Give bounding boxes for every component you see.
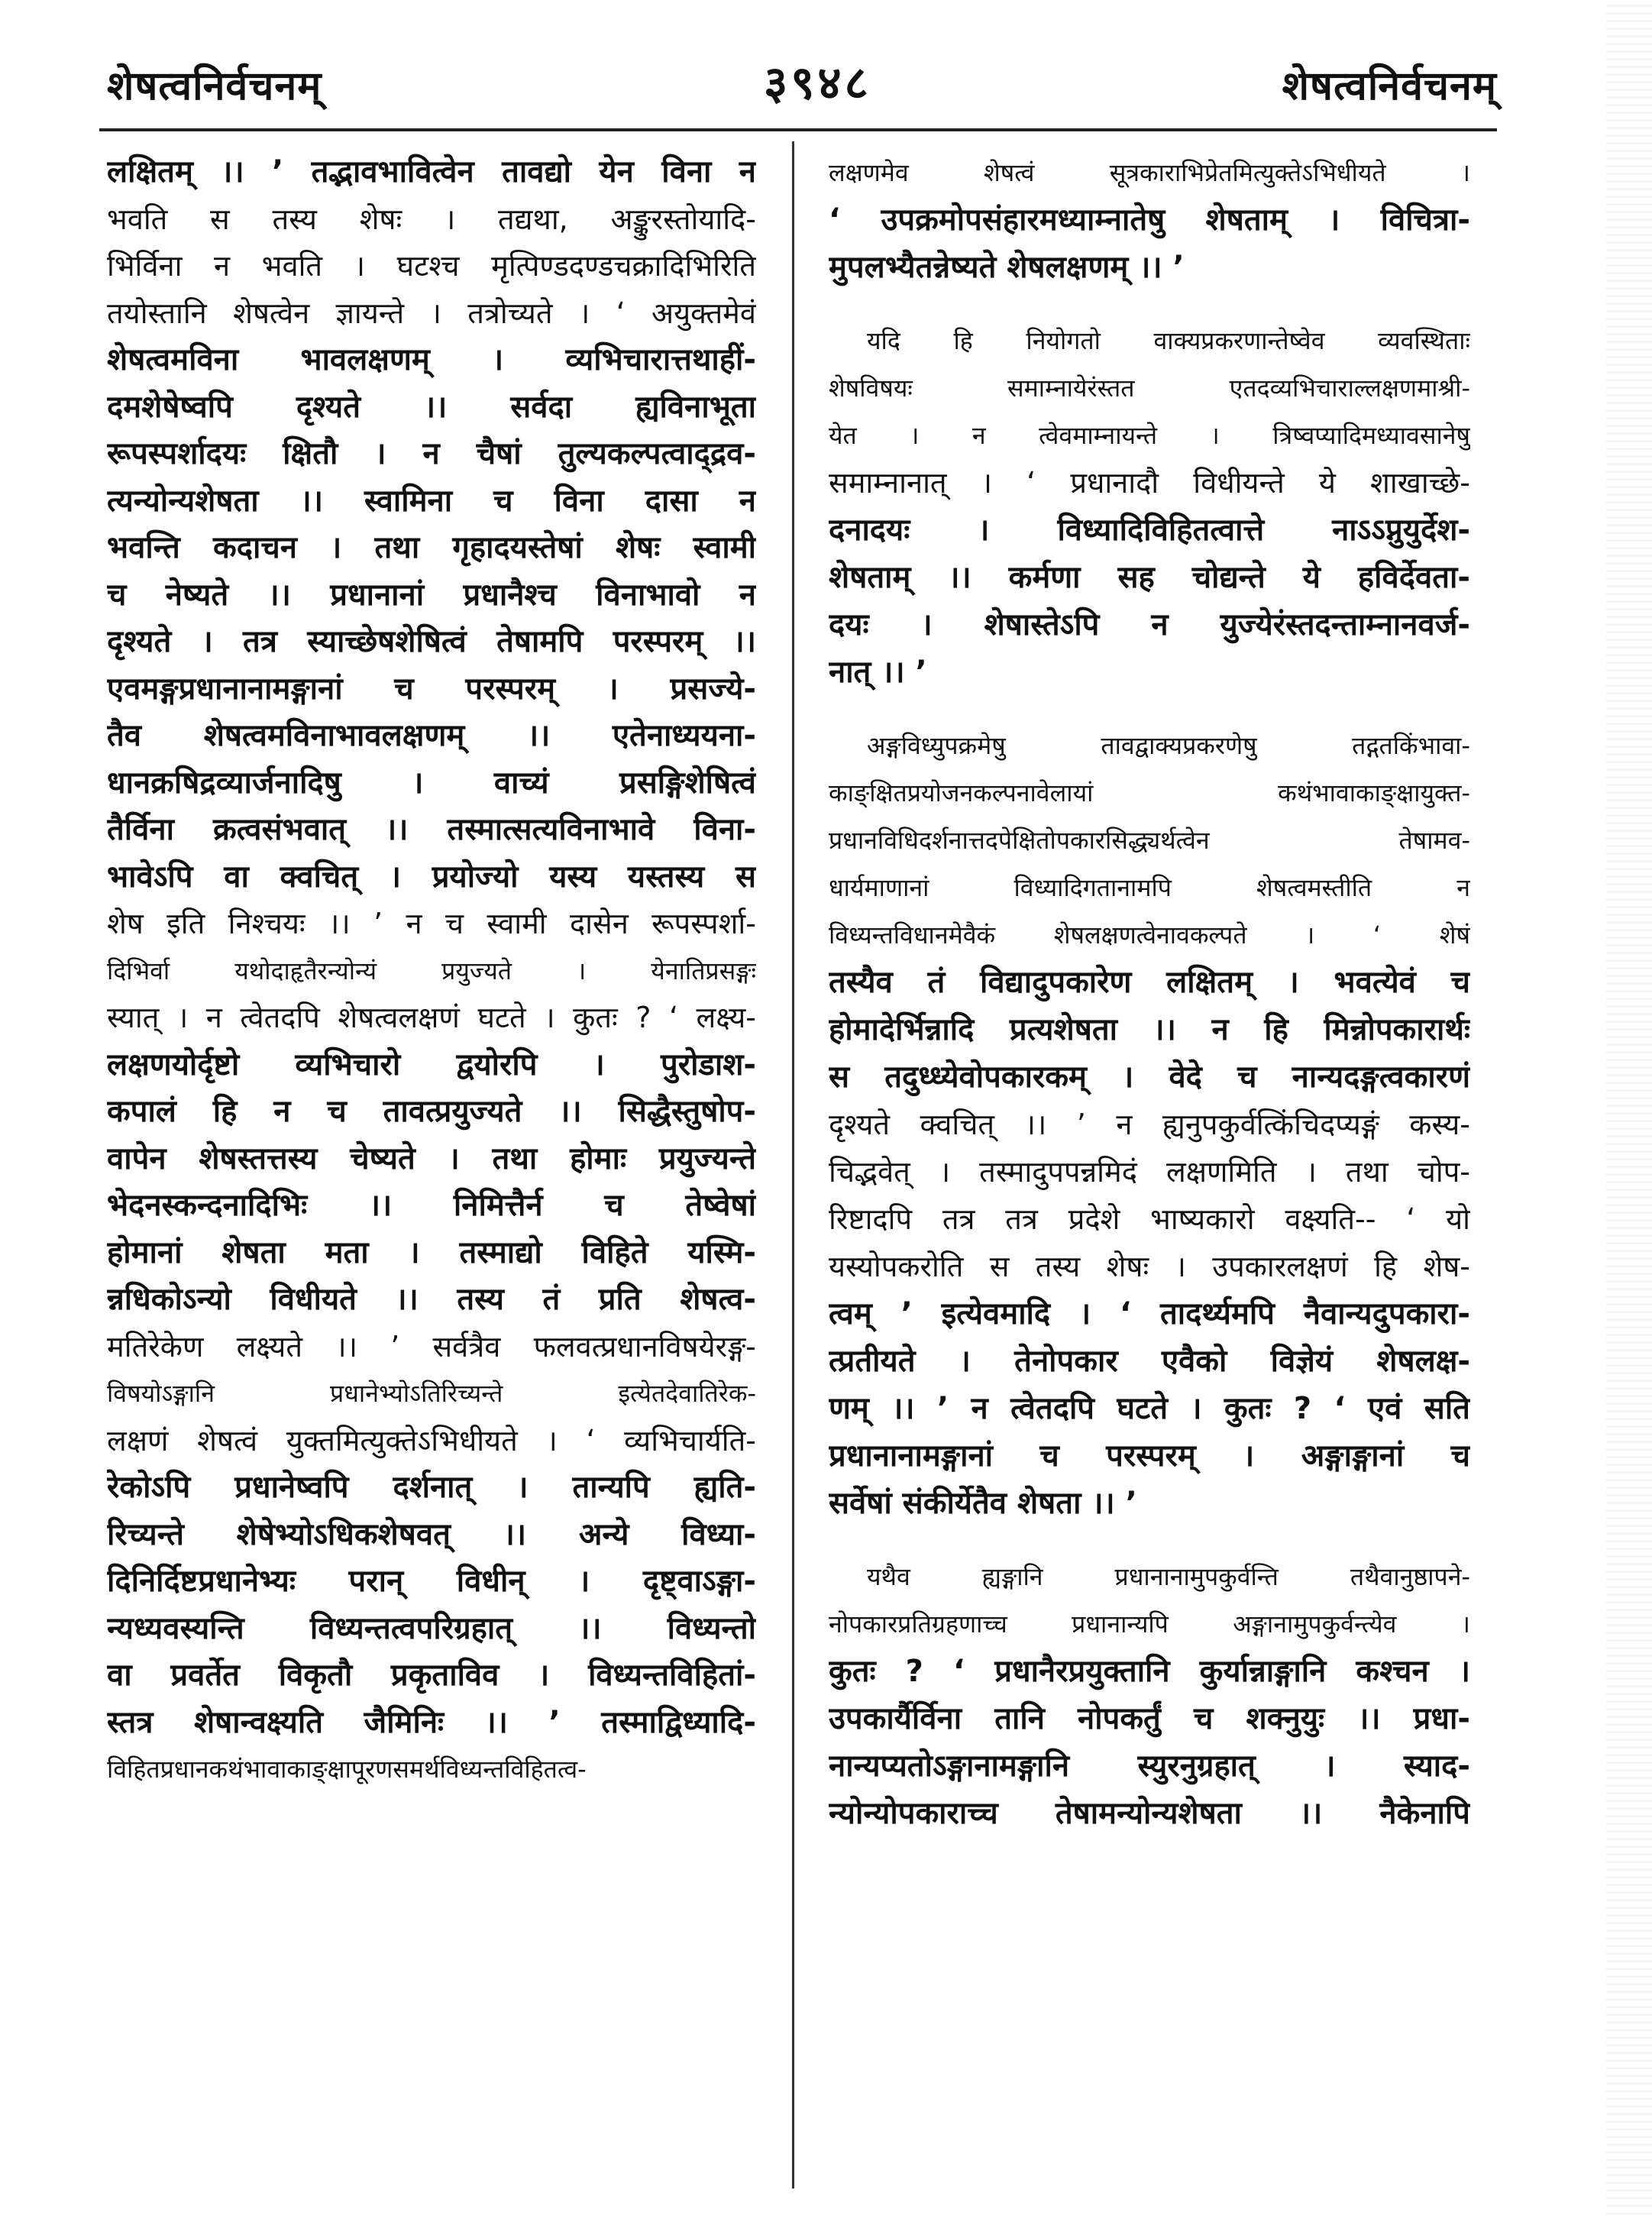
text-line: नात् ।। ’ [829,655,927,690]
text-line: यदि हि नियोगतो वाक्यप्रकरणान्तेष्वेव व्यवस्थिताः [867,326,1470,355]
text-line: न्योन्योपकाराच्च तेषामन्योन्यशेषता ।। नैकेनापि [829,1796,1470,1831]
text-line: वापेन शेषस्तत्तस्य चेष्यते । तथा होमाः प्रयुज्यन्ते [107,1140,756,1176]
text-line: रेकोऽपि प्रधानेष्वपि दर्शनात् । तान्यपि ह्यति- [107,1470,756,1505]
text-line: कपालं हि न च तावत्प्रयुज्यते ।। सिद्धैस्तुषोप- [107,1094,756,1129]
page-number: ३९४८ [764,57,871,110]
right-column [829,149,1470,2181]
column-divider [792,141,794,2189]
text-line: दनादयः । विध्यादिविहितत्वात्ते नाऽऽप्नुयुर्देश- [829,513,1470,548]
text-line: रिच्यन्ते शेषेभ्योऽधिकशेषवत् ।। अन्ये विध्या- [107,1516,756,1552]
header-rule [99,128,1497,131]
text-line: लक्षणयोर्दृष्टो व्यभिचारो द्वयोरपि । पुरोडाश- [107,1047,756,1082]
text-line: लक्षितम् ।। ’ तद्भावभावित्वेन तावद्यो येन विना न [107,154,756,189]
text-line: विध्यन्तविधानमेवैकं शेषलक्षणत्वेनावकल्पते । ‘ शेषं [829,920,1470,949]
text-line: प्रधानविधिदर्शनात्तदपेक्षितोपकारसिद्ध्यर्थत्वेन तेषामव- [829,826,1470,855]
text-line: त्यन्योन्यशेषता ।। स्वामिना च विना दासा न [107,483,756,519]
text-line: वा प्रवर्तेत विकृतौ प्रकृताविव । विध्यन्तविहितां- [107,1658,756,1693]
text-line: न्यध्यवस्यन्ति विध्यन्तत्वपरिग्रहात् ।। विध्यन्तो [107,1610,756,1646]
text-line: नान्यप्यतोऽङ्गानामङ्गानि स्युरनुग्रहात् । स्याद- [829,1749,1470,1784]
text-line: भवति स तस्य शेषः । तद्यथा, अङ्कुरस्तोयादि- [107,202,756,236]
text-line: शेष इति निश्चयः ।। ’ न च स्वामी दासेन रूपस्पर्शा- [107,907,756,940]
text-line: धानक्रषिद्रव्यार्जनादिषु । वाच्यं प्रसङ्गिशेषित्वं [107,765,756,801]
text-line: न्नधिकोऽन्यो विधीयते ।। तस्य तं प्रति शेषत्व- [107,1282,756,1317]
text-line: दृश्यते क्वचित् ।। ’ न ह्यनुपकुर्वत्किंचिदप्यङ्गं कस्य- [829,1108,1470,1141]
text-line: यथैव ह्यङ्गानि प्रधानानामुपकुर्वन्ति तथैवानुष्ठापने- [867,1562,1470,1591]
text-line: अङ्गविध्युपक्रमेषु तावद्वाक्यप्रकरणेषु तद्गतकिंभावा- [867,731,1470,760]
left-column [107,149,756,2181]
page-header [107,42,1497,126]
text-line: तैव शेषत्वमविनाभावलक्षणम् ।। एतेनाध्ययना- [107,718,756,753]
text-line: होमादेर्भिन्नादि प्रत्यशेषता ।। न हि मिन्नोपकारार्थः [829,1012,1470,1047]
text-line: दिभिर्वा यथोदाहृतैरन्योन्यं प्रयुज्यते । येनातिप्रसङ्गः [107,956,756,985]
text-line: दिनिर्दिष्टप्रधानेभ्यः परान् विधीन् । दृष्ट्वाऽङ्गा- [107,1564,756,1599]
text-line: स्तत्र शेषान्वक्ष्यति जैमिनिः ।। ’ तस्माद्विध्यादि- [107,1704,756,1740]
text-line: काङ्क्षितप्रयोजनकल्पनावेलायां कथंभावाकाङ्क्षायुक्त- [829,778,1470,807]
text-line: होमानां शेषता मता । तस्माद्यो विहिते यस्मि- [107,1234,756,1270]
text-line: एवमङ्गप्रधानानामङ्गानां च परस्परम् । प्रसज्ये- [107,671,756,707]
text-line: धार्यमाणानां विध्यादिगतानामपि शेषत्वमस्तीति न [829,873,1470,902]
text-line: विहितप्रधानकथंभावाकाङ्क्षापूरणसमर्थविध्यन्तविहितत्व- [107,1755,587,1784]
text-line: स तदुध्ध्येवोपकारकम् । वेदे च नान्यदङ्गत्वकारणं [829,1059,1470,1095]
text-line: येत । न त्वेवमाम्नायन्ते । त्रिष्वप्यादिमध्यावसानेषु [829,421,1470,450]
text-line: विषयोऽङ्गानि प्रधानेभ्योऽतिरिच्यन्ते इत्येतदेवातिरेक- [107,1379,756,1408]
text-line: तैर्विना क्रत्वसंभवात् ।। तस्मात्सत्यविनाभावे विना- [107,812,756,847]
text-line: लक्षणमेव शेषत्वं सूत्रकाराभिप्रेतमित्युक्तेऽभिधीयते । [829,158,1470,187]
text-line: समाम्नानात् । ‘ प्रधानादौ विधीयन्ते ये शाखाच्छे- [829,466,1470,500]
text-line: त्वम् ’ इत्येवमादि । ‘ तादर्थ्यमपि नैवान्यदुपकारा- [829,1296,1470,1331]
text-line: रिष्टादपि तत्र तत्र प्रदेशे भाष्यकारो वक्ष्यति-- ‘ यो [829,1202,1470,1236]
text-line: भेदनस्कन्दनादिभिः ।। निमित्तैर्न च तेष्वेषां [107,1188,756,1223]
text-line: दयः । शेषास्तेऽपि न युज्येरंस्तदन्ताम्नानवर्ज- [829,607,1470,642]
text-line: चिद्भवेत् । तस्मादुपपन्नमिदं लक्षणमिति । तथा चोप- [829,1155,1470,1189]
text-line: च नेष्यते ।। प्रधानानां प्रधानैश्च विनाभावो न [107,577,756,613]
text-line: शेषत्वमविना भावलक्षणम् । व्यभिचारात्तथाहीं- [107,342,756,377]
text-line: शेषताम् ।। कर्मणा सह चोद्यन्ते ये हविर्देवता- [829,560,1470,595]
text-line: नोपकारप्रतिग्रहणाच्च प्रधानान्यपि अङ्गानामुपकुर्वन्त्येव । [829,1609,1470,1639]
text-line: स्यात् । न त्वेतदपि शेषत्वलक्षणं घटते । कुतः ? ‘ लक्ष्य- [107,1001,756,1034]
text-line: उपकार्यैर्विना तानि नोपकर्तुं च शक्नुयुः ।। प्रधा- [829,1701,1470,1736]
text-line: प्रधानानामङ्गानां च परस्परम् । अङ्गाङ्गानां च [829,1438,1470,1474]
paragraph-gap [829,291,1470,317]
text-line: शेषविषयः समाम्नायेरंस्तत एतदव्यभिचाराल्लक्षणमाश्री- [829,374,1470,403]
text-line: त्प्रतीयते । तेनोपकार एवैको विज्ञेयं शेषलक्ष- [829,1344,1470,1379]
paragraph-gap [829,1527,1470,1553]
text-line: रूपस्पर्शादयः क्षितौ । न चैषां तुल्यकल्पत्वाद्द्रव- [107,436,756,471]
text-line: भावेऽपि वा क्वचित् । प्रयोज्यो यस्य यस्तस्य स [107,859,756,894]
scan-edge-noise [1606,0,1652,2216]
text-line: भिर्विना न भवति । घटश्च मृत्पिण्डदण्डचक्रादिभिरिति [107,249,756,283]
text-line: मुपलभ्यैतन्नेष्यते शेषलक्षणम् ।। ’ [829,250,1185,285]
text-line: भवन्ति कदाचन । तथा गृहादयस्तेषां शेषः स्वामी [107,530,756,565]
text-line: तस्यैव तं विद्यादुपकारेण लक्षितम् । भवत्येवं च [829,965,1470,1000]
text-line: तयोस्तानि शेषत्वेन ज्ञायन्ते । तत्रोच्यते । ‘ अयुक्तमेवं [107,296,756,330]
text-line: सर्वेषां संकीर्येतैव शेषता ।। ’ [829,1486,1137,1521]
header-right-title: शेषत्वनिर्वचनम् [1282,63,1497,109]
text-line: दृश्यते । तत्र स्याच्छेषशेषित्वं तेषामपि परस्परम् ।। [107,624,756,659]
text-line: णम् ।। ’ न त्वेतदपि घटते । कुतः ? ‘ एवं सति [829,1391,1470,1426]
header-left-title: शेषत्वनिर्वचनम् [107,63,322,109]
text-line: दमशेषेष्वपि दृश्यते ।। सर्वदा ह्यविनाभूता [107,389,756,425]
text-line: यस्योपकरोति स तस्य शेषः । उपकारलक्षणं हि शेष- [829,1250,1470,1283]
text-line: कुतः ? ‘ प्रधानैरप्रयुक्तानि कुर्यान्नाङ्गानि कश्चन । [829,1654,1470,1689]
text-line: ‘ उपक्रमोपसंहारमध्याम्नातेषु शेषताम् । विचित्रा- [829,202,1470,238]
paragraph-gap [829,696,1470,722]
text-line: मतिरेकेण लक्ष्यते ।। ’ सर्वत्रैव फलवत्प्रधानविषयेरङ्ग- [107,1329,756,1364]
text-line: लक्षणं शेषत्वं युक्तमित्युक्तेऽभिधीयते । ‘ व्यभिचार्यति- [107,1423,756,1457]
